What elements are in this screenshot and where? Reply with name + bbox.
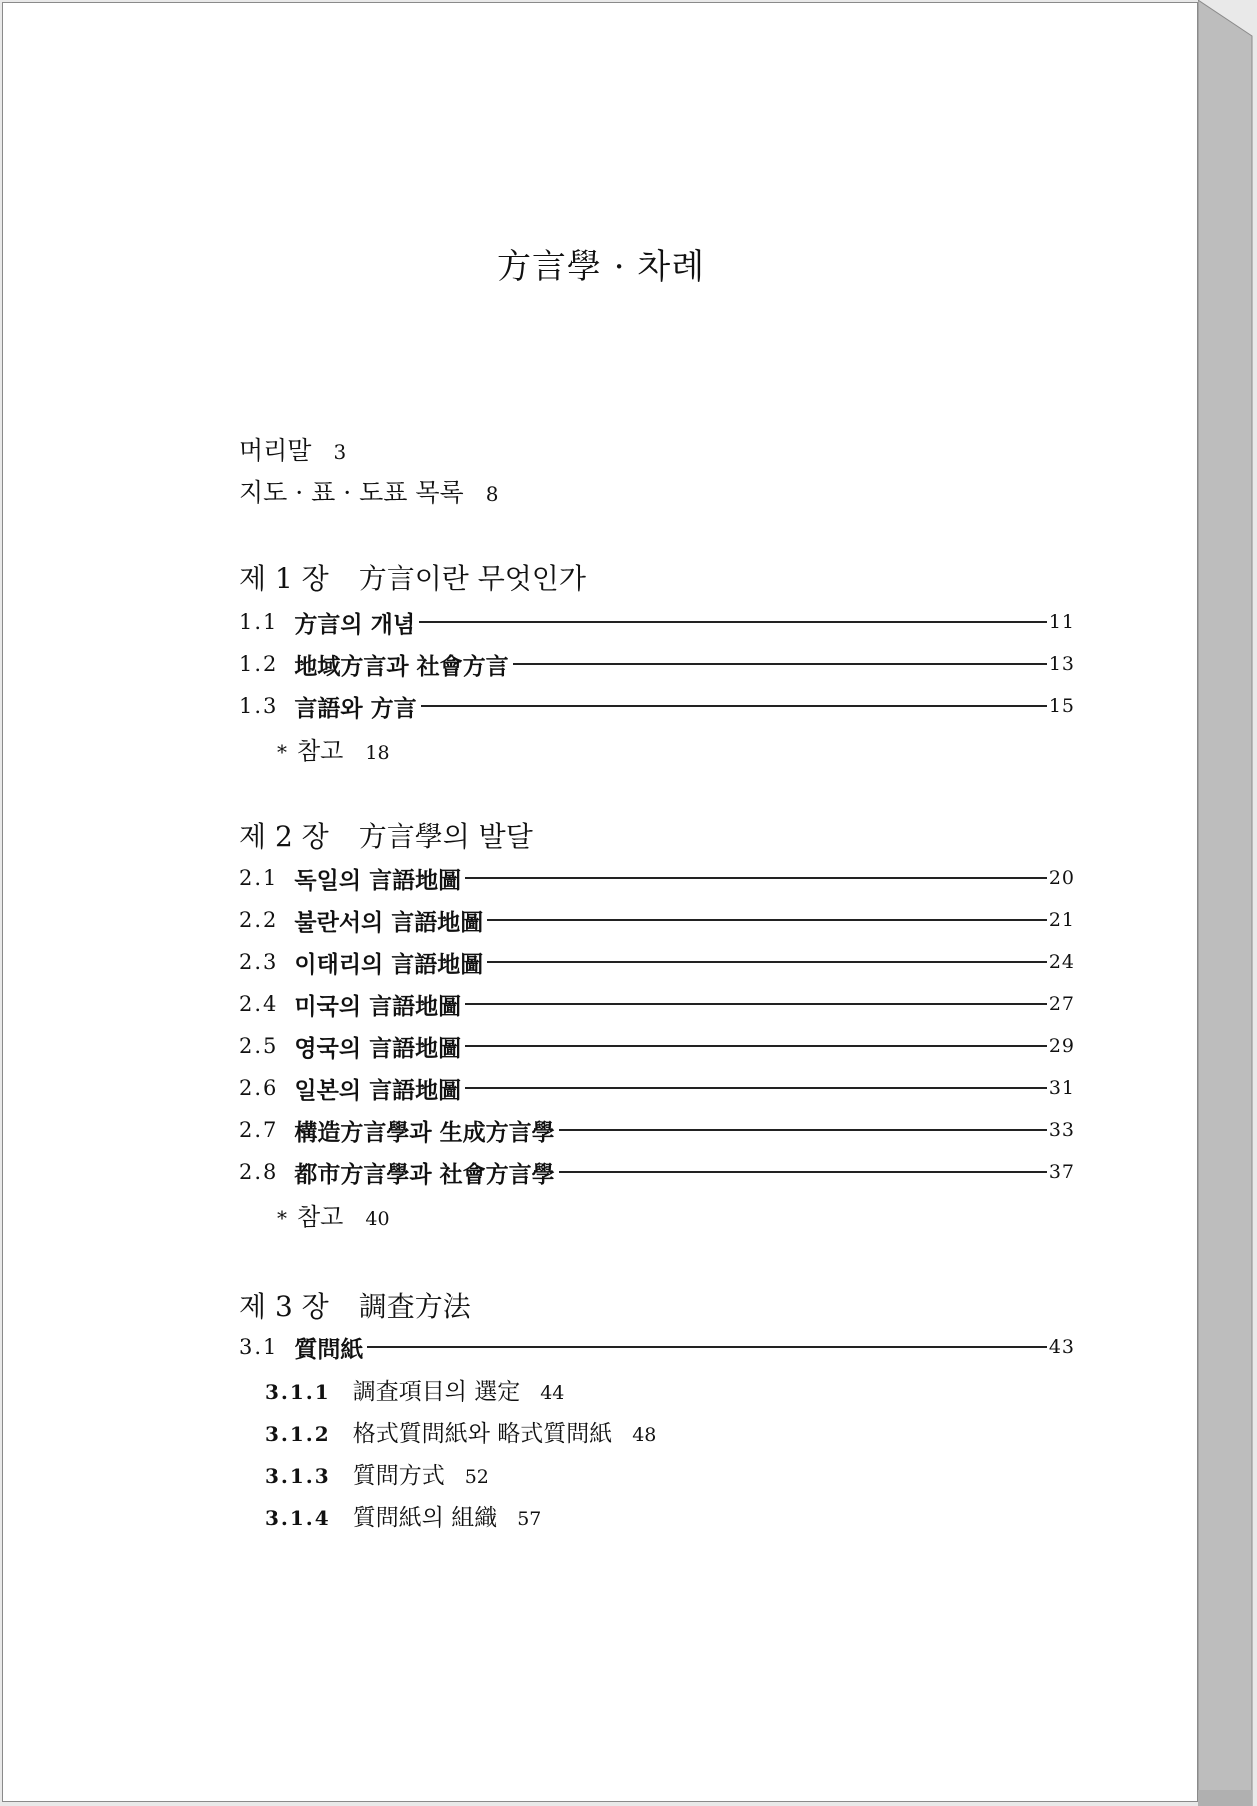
- subsection-title: 質問方式: [352, 1463, 445, 1489]
- dot-leader: [513, 663, 1047, 665]
- subsection-title: 格式質問紙와 略式質問紙: [352, 1421, 613, 1447]
- section-number: 2.4: [239, 992, 279, 1016]
- section-page: 24: [1048, 951, 1075, 973]
- front-item: [239, 431, 346, 467]
- reference-page: 40: [365, 1208, 390, 1230]
- section-number: 2.8: [239, 1160, 279, 1184]
- section-page: 11: [1048, 611, 1075, 633]
- section-title: 미국의 言語地圖: [294, 993, 462, 1020]
- subsection-page: 44: [540, 1382, 565, 1404]
- dot-leader: [367, 1346, 1046, 1348]
- section-number: 2.3: [239, 950, 279, 974]
- dot-leader: [419, 621, 1047, 623]
- section-title: 構造方言學과 生成方言學: [294, 1119, 555, 1146]
- subsection-page: 57: [517, 1508, 542, 1530]
- section-title: 方言의 개념: [294, 611, 416, 638]
- section-page: 27: [1048, 993, 1075, 1015]
- section-title: 地域方言과 社會方言: [294, 653, 509, 680]
- section-title: 都市方言學과 社會方言學: [294, 1161, 555, 1188]
- section-page: 13: [1048, 653, 1075, 675]
- section-number: 2.6: [239, 1076, 279, 1100]
- dot-leader: [465, 1003, 1047, 1005]
- chapter-number: 제 3 장: [239, 1290, 329, 1323]
- section-title: 言語와 方言: [294, 695, 417, 722]
- dot-leader: [559, 1129, 1047, 1131]
- front-item-page: 8: [485, 482, 499, 506]
- chapter-heading: [239, 815, 533, 855]
- section-title: 이태리의 言語地圖: [294, 951, 484, 978]
- subsection-item: [265, 1499, 541, 1532]
- section-page: 21: [1048, 909, 1075, 931]
- subsection-number: 3.1.2: [265, 1422, 331, 1446]
- reference-page: 18: [365, 742, 390, 764]
- section-page: 29: [1048, 1035, 1075, 1057]
- section-page: 20: [1048, 867, 1075, 889]
- dot-leader: [421, 705, 1047, 707]
- reference-label: 참고: [297, 1203, 344, 1231]
- toc-entry: [239, 689, 1075, 723]
- section-number: 2.1: [239, 866, 279, 890]
- subsection-page: 48: [632, 1424, 657, 1446]
- subsection-item: [265, 1373, 564, 1406]
- dot-leader: [465, 1087, 1047, 1089]
- chapter-heading: [239, 557, 586, 597]
- toc-entry: [239, 1330, 1075, 1364]
- toc-entry: [239, 1071, 1075, 1105]
- subsection-page: 52: [464, 1466, 489, 1488]
- toc-entry: [239, 945, 1075, 979]
- section-number: 1.3: [239, 694, 279, 718]
- book-spine: [1198, 0, 1255, 1806]
- chapter-heading: [239, 1285, 471, 1325]
- section-number: 2.5: [239, 1034, 279, 1058]
- subsection-title: 調査項目의 選定: [352, 1379, 521, 1405]
- section-page: 15: [1048, 695, 1075, 717]
- section-page: 43: [1048, 1336, 1075, 1358]
- front-item-label: 지도 · 표 · 도표 목록: [239, 478, 464, 507]
- asterisk-icon: *: [277, 1206, 287, 1230]
- section-title: 불란서의 言語地圖: [294, 909, 484, 936]
- section-page: 37: [1048, 1161, 1075, 1183]
- section-number: 3.1: [239, 1335, 279, 1359]
- front-item: [239, 473, 498, 509]
- front-item-page: 3: [333, 440, 347, 464]
- chapter-title: 方言學의 발달: [358, 820, 533, 853]
- asterisk-icon: *: [277, 740, 287, 764]
- section-number: 1.2: [239, 652, 279, 676]
- reference-item: [277, 1197, 390, 1232]
- chapter-title: 方言이란 무엇인가: [358, 562, 586, 595]
- reference-label: 참고: [297, 737, 344, 765]
- dot-leader: [465, 1045, 1047, 1047]
- section-number: 2.2: [239, 908, 279, 932]
- toc-entry: [239, 1113, 1075, 1147]
- section-title: 독일의 言語地圖: [294, 867, 462, 894]
- subsection-item: [265, 1415, 656, 1448]
- toc-entry: [239, 1029, 1075, 1063]
- section-title: 質問紙: [294, 1336, 364, 1363]
- subsection-title: 質問紙의 組織: [352, 1505, 498, 1531]
- subsection-item: [265, 1457, 489, 1490]
- toc-entry: [239, 647, 1075, 681]
- toc-entry: [239, 1155, 1075, 1189]
- subsection-number: 3.1.1: [265, 1380, 331, 1404]
- section-number: 1.1: [239, 610, 279, 634]
- toc-page: [2, 2, 1198, 1802]
- section-title: 영국의 言語地圖: [294, 1035, 462, 1062]
- front-item-label: 머리말: [239, 436, 312, 465]
- section-title: 일본의 言語地圖: [294, 1077, 462, 1104]
- toc-entry: [239, 987, 1075, 1021]
- section-page: 31: [1048, 1077, 1075, 1099]
- toc-entry: [239, 861, 1075, 895]
- dot-leader: [465, 877, 1047, 879]
- chapter-title: 調査方法: [358, 1290, 471, 1323]
- subsection-number: 3.1.3: [265, 1464, 331, 1488]
- dot-leader: [559, 1171, 1047, 1173]
- dot-leader: [487, 961, 1047, 963]
- subsection-number: 3.1.4: [265, 1506, 331, 1530]
- dot-leader: [487, 919, 1047, 921]
- section-number: 2.7: [239, 1118, 279, 1142]
- chapter-number: 제 2 장: [239, 820, 329, 853]
- section-page: 33: [1048, 1119, 1075, 1141]
- reference-item: [277, 731, 390, 766]
- chapter-number: 제 1 장: [239, 562, 329, 595]
- toc-entry: [239, 605, 1075, 639]
- toc-entry: [239, 903, 1075, 937]
- page-title: 方言學 · 차례: [496, 247, 706, 287]
